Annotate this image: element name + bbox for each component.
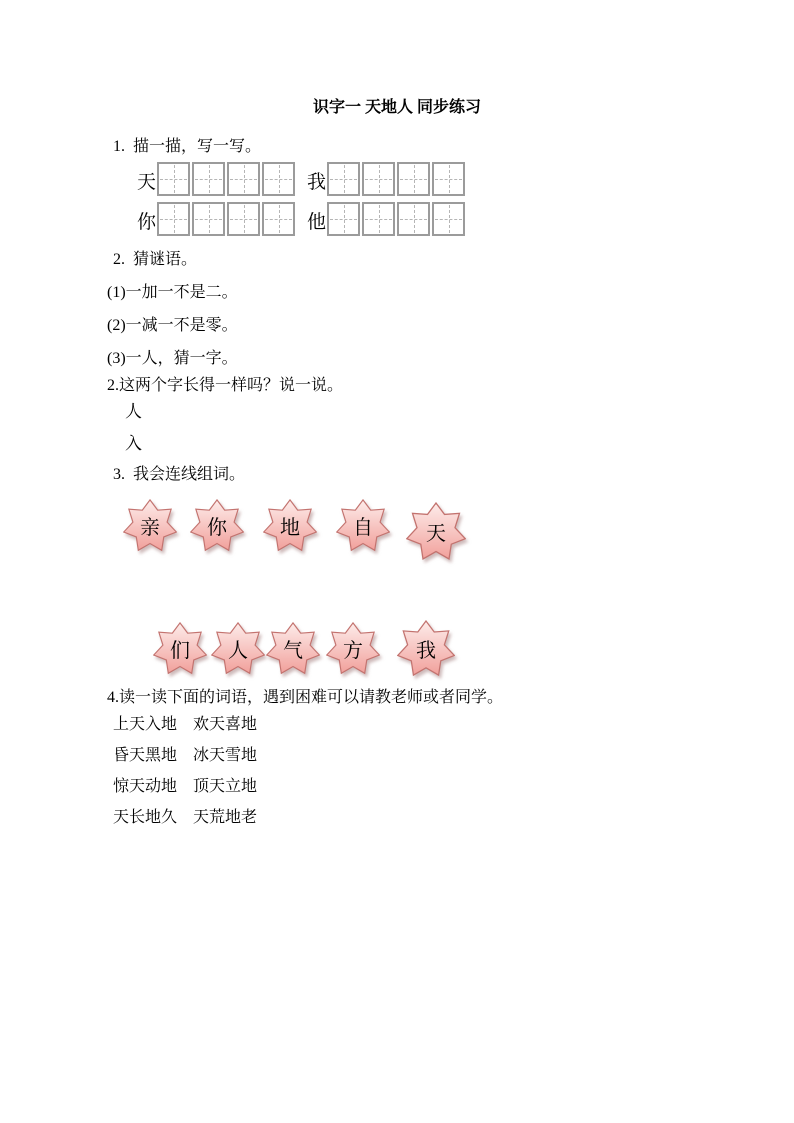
writing-cell (362, 202, 395, 236)
section2-heading: 2. 猜谜语。 (113, 251, 198, 268)
writing-grid-group-ni (137, 202, 295, 236)
riddle-1: (1)一加一不是二。 (107, 284, 238, 301)
star-character: 你 (207, 516, 227, 539)
word-row: 昏天黑地 冰天雪地 (113, 747, 258, 764)
word-row: 惊天动地 顶天立地 (113, 778, 258, 795)
writing-cell (192, 202, 225, 236)
star-character: 人 (228, 639, 248, 662)
star-tile (123, 499, 177, 553)
riddle-3: (3)一人，猜一字。 (107, 350, 238, 367)
writing-cell (157, 202, 190, 236)
star-tile (406, 502, 466, 562)
star-character: 地 (280, 516, 300, 539)
writing-cell (327, 202, 360, 236)
star-character: 天 (426, 522, 446, 545)
star-tile (190, 499, 244, 553)
writing-cell (397, 162, 430, 196)
star-tile (153, 622, 207, 676)
star-character: 我 (416, 639, 436, 662)
riddle-2: (2)一减一不是零。 (107, 317, 238, 334)
word-row: 天长地久 天荒地老 (113, 809, 258, 826)
writing-cell (397, 202, 430, 236)
writing-cell (227, 202, 260, 236)
grid-label: 你 (137, 212, 157, 233)
writing-grid-group-tian (137, 162, 295, 196)
grid-label: 天 (137, 172, 157, 193)
star-tile (397, 620, 455, 678)
writing-cell (262, 162, 295, 196)
grid-label: 他 (307, 212, 327, 233)
section2b-heading: 2.这两个字长得一样吗？说一说。 (107, 377, 344, 394)
star-tile (263, 499, 317, 553)
word-row: 上天入地 欢天喜地 (113, 716, 258, 733)
star-character: 自 (353, 516, 373, 539)
star-tile (266, 622, 320, 676)
star-character: 们 (170, 639, 190, 662)
star-tile (211, 622, 265, 676)
star-character: 方 (343, 639, 363, 662)
page-title: 识字一 天地人 同步练习 (312, 99, 481, 116)
writing-cell (327, 162, 360, 196)
writing-cell (432, 162, 465, 196)
star-character: 气 (283, 639, 303, 662)
writing-cell (227, 162, 260, 196)
writing-cell (262, 202, 295, 236)
writing-grid (157, 162, 295, 196)
star-character: 亲 (140, 516, 160, 539)
writing-cell (192, 162, 225, 196)
writing-cell (157, 162, 190, 196)
section4-heading: 4.读一读下面的词语，遇到困难可以请教老师或者同学。 (107, 689, 504, 706)
section3-heading: 3. 我会连线组词。 (113, 466, 246, 483)
writing-grid (327, 162, 465, 196)
compare-char-ru: 入 (125, 434, 142, 453)
writing-cell (432, 202, 465, 236)
star-tile (336, 499, 390, 553)
writing-grid (327, 202, 465, 236)
section1-heading: 1. 描一描，写一写。 (113, 138, 262, 155)
grid-label: 我 (307, 172, 327, 193)
writing-cell (362, 162, 395, 196)
compare-char-ren: 人 (125, 402, 142, 421)
writing-grid-group-ta (307, 202, 465, 236)
star-tile (326, 622, 380, 676)
writing-grid-group-wo (307, 162, 465, 196)
writing-grid (157, 202, 295, 236)
